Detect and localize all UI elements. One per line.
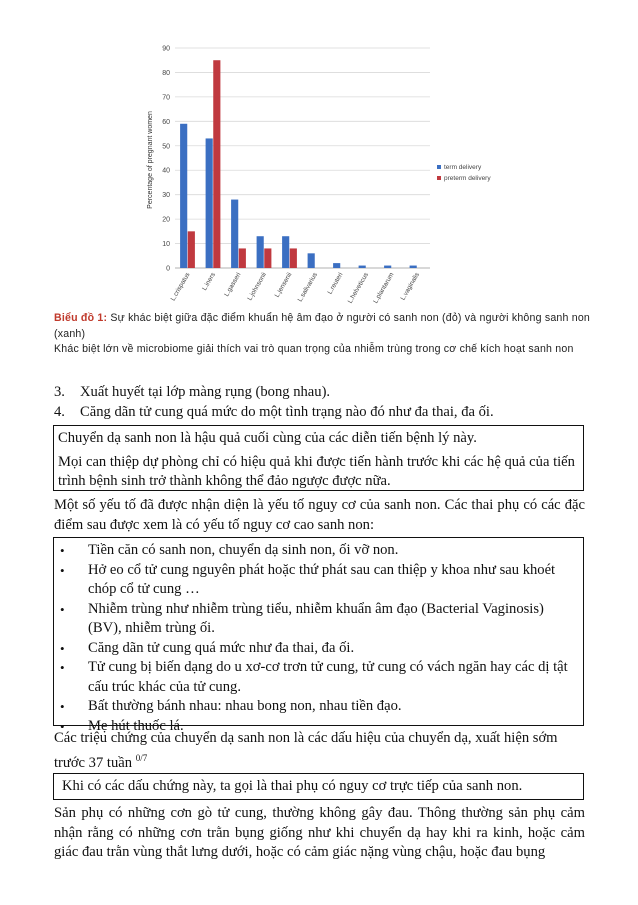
y-tick-label: 0 xyxy=(166,265,170,273)
bar-term xyxy=(333,263,340,268)
y-tick-label: 60 xyxy=(162,118,170,126)
caption-line-1 xyxy=(54,311,594,342)
direct-risk-text: Khi có các dấu chứng này, ta gọi là thai phụ có nguy cơ trực tiếp của sanh non. xyxy=(62,778,523,794)
week-superscript: 0/7 xyxy=(135,752,148,763)
y-tick-label: 20 xyxy=(162,216,170,224)
bar-term xyxy=(180,124,187,268)
x-tick-label: L.gasseri xyxy=(223,271,243,298)
x-tick-label: L.crispatus xyxy=(169,271,192,303)
caption-line-2: Khác biệt lớn về microbiome giải thích vai trò quan trọng của nhiễm trùng trong cơ chế kích hoạt sanh non xyxy=(54,343,574,355)
bar-term xyxy=(282,236,289,268)
key-point-1: Chuyển dạ sanh non là hậu quả cuối cùng của các diễn tiến bệnh lý này. xyxy=(58,430,477,446)
risk-item: • Tiền căn có sanh non, chuyển dạ sinh non, ối vỡ non. xyxy=(54,541,583,561)
y-tick-label: 70 xyxy=(162,94,170,102)
bar-term xyxy=(359,266,366,268)
y-tick-label: 50 xyxy=(162,143,170,151)
x-tick-label: L.jensenii xyxy=(273,271,294,299)
bar-preterm xyxy=(264,248,271,268)
figure-caption xyxy=(54,311,594,358)
chart-bars xyxy=(180,60,417,268)
x-tick-label: L.johnsonii xyxy=(246,271,268,302)
y-tick-label: 40 xyxy=(162,167,170,175)
bar-term xyxy=(384,266,391,268)
caption-lead: Biểu đồ 1: xyxy=(54,312,108,324)
risk-item: • Mẹ hút thuốc lá. xyxy=(54,717,583,737)
y-axis-label: Percentage of pregnant women xyxy=(147,111,154,209)
chart-legend xyxy=(437,164,491,182)
risk-item: • Hở eo cổ tử cung nguyên phát hoặc thứ phát sau can thiệp y khoa như sau khoét chóp cổ tử cung … xyxy=(54,561,583,600)
x-tick-label: L.plantarum xyxy=(372,271,396,305)
bar-preterm xyxy=(213,60,220,268)
symptom-paragraph xyxy=(54,729,585,773)
x-tick-label: L.iners xyxy=(201,271,217,292)
list-num-3: 3. xyxy=(54,384,65,400)
list-num-4: 4. xyxy=(54,404,65,420)
y-tick-label: 10 xyxy=(162,241,170,249)
risk-item: • Bất thường bánh nhau: nhau bong non, nhau tiền đạo. xyxy=(54,697,583,717)
y-axis-ticks xyxy=(162,46,170,273)
risk-intro-paragraph: Một số yếu tố đã được nhận diện là yếu tố nguy cơ của sanh non. Các thai phụ có các đặc điểm sau được xem là có yếu tố nguy cơ cao sanh non: xyxy=(54,497,585,533)
bar-term xyxy=(308,253,315,268)
microbiome-bar-chart xyxy=(140,38,510,314)
x-tick-label: L.reuteri xyxy=(326,271,345,296)
y-tick-label: 30 xyxy=(162,192,170,200)
risk-item: • Tử cung bị biến dạng do u xơ-cơ trơn tử cung, tử cung có vách ngăn hay các dị tật cấu trúc khác của tử cung. xyxy=(54,658,583,697)
legend-label: term delivery xyxy=(444,164,482,171)
y-tick-label: 90 xyxy=(162,45,170,53)
bar-term xyxy=(206,138,213,268)
legend-swatch xyxy=(437,176,441,180)
risk-factor-box xyxy=(53,537,584,734)
symptom-text: Các triệu chứng của chuyển dạ sanh non là các dấu hiệu của chuyển dạ, xuất hiện sớm trước 37 tuần xyxy=(54,730,558,771)
list-item-4: Căng dãn tử cung quá mức do một tình trạng nào đó như đa thai, đa ối. xyxy=(80,404,494,420)
x-tick-label: L.helveticus xyxy=(346,271,370,305)
x-tick-label: L.salivarius xyxy=(296,271,319,304)
bar-term xyxy=(257,236,264,268)
bar-term xyxy=(410,266,417,268)
bar-preterm xyxy=(290,248,297,268)
risk-item: • Căng dãn tử cung quá mức như đa thai, đa ối. xyxy=(54,639,583,659)
bar-term xyxy=(231,200,238,268)
bar-preterm xyxy=(188,231,195,268)
x-tick-label: L.vaginalis xyxy=(399,271,421,302)
bar-preterm xyxy=(239,248,246,268)
x-axis-ticks xyxy=(170,271,422,305)
direct-risk-box xyxy=(53,773,584,800)
legend-label: preterm delivery xyxy=(444,175,491,182)
risk-factor-list xyxy=(54,541,583,736)
legend-swatch xyxy=(437,165,441,169)
risk-item: • Nhiễm trùng như nhiễm trùng tiểu, nhiễm khuẩn âm đạo (Bacterial Vaginosis) (BV), nhiễm trùng ối. xyxy=(54,600,583,639)
key-point-2: Mọi can thiệp dự phòng chỉ có hiệu quả khi được tiến hành trước khi các hệ quả của tiến trình bệnh sinh trở thành không thể đảo ngược được nữa. xyxy=(58,453,575,489)
contraction-paragraph: Sản phụ có những cơn gò tử cung, thường không gây đau. Thông thường sản phụ cảm nhận rằng có những cơn trằn bụng giống như khi chuyển dạ hay khi ra kinh, hoặc cảm giác đau trằn vùng thắt lưng dưới, hoặc có cảm giác nặng vùng chậu, hoặc đau bụng xyxy=(54,805,585,860)
list-item-3: Xuất huyết tại lớp màng rụng (bong nhau). xyxy=(80,384,331,400)
key-point-box xyxy=(53,425,584,491)
y-tick-label: 80 xyxy=(162,69,170,77)
caption-text-1: Sự khác biệt giữa đặc điểm khuẩn hệ âm đạo ở người có sanh non (đỏ) và người không sanh non (xanh) xyxy=(54,312,591,340)
